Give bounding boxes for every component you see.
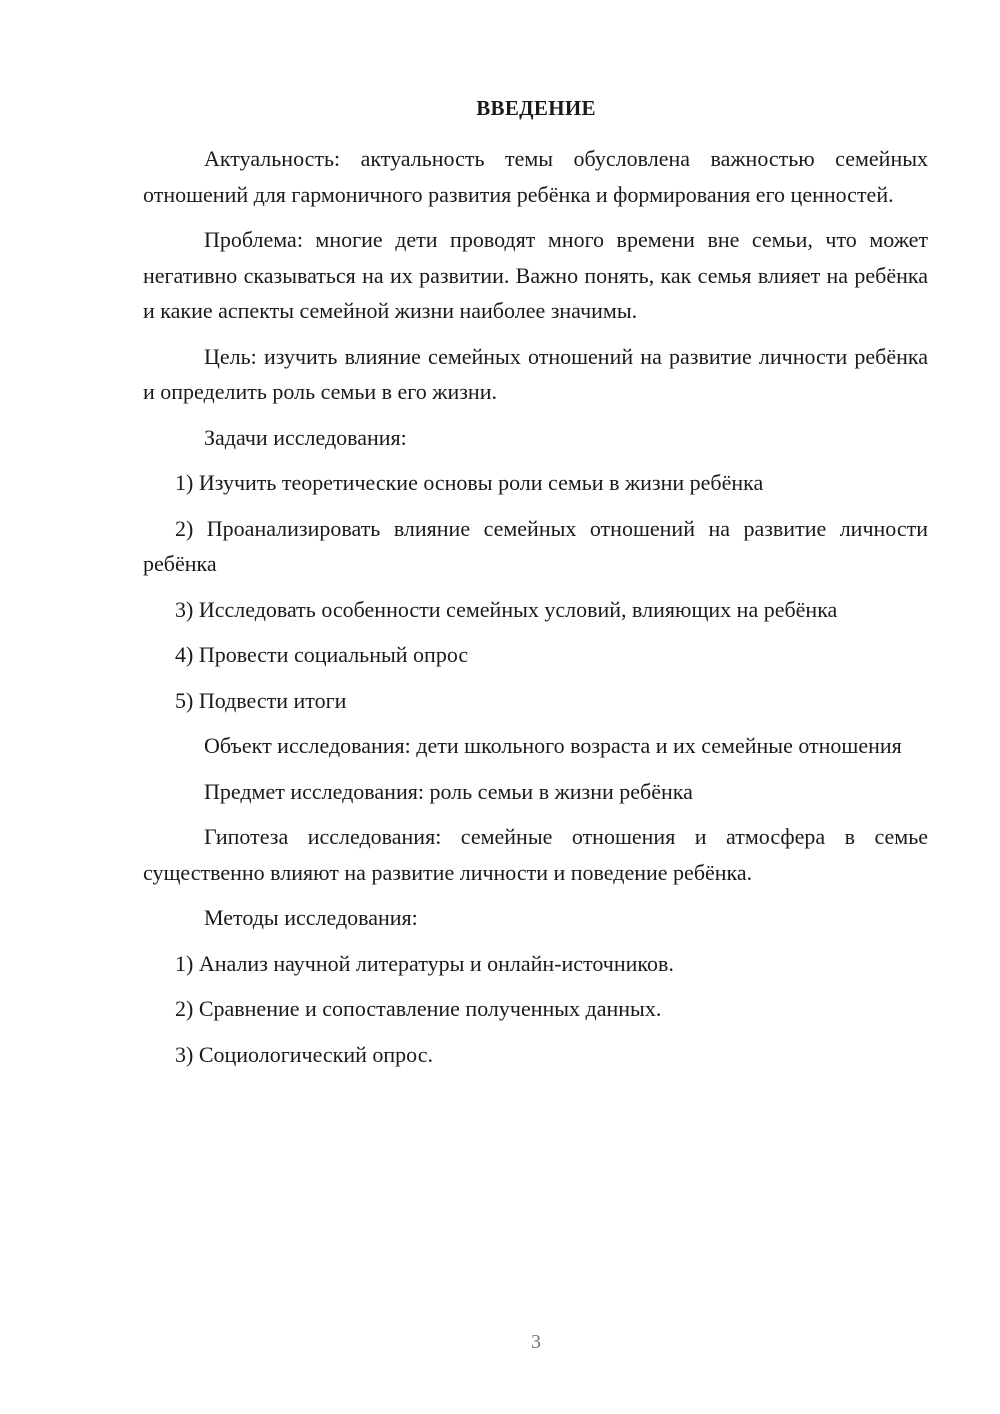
page-number: 3 — [531, 1331, 541, 1353]
paragraph-relevance: Актуальность: актуальность темы обусловлена важностью семейных отношений для гармоничного развития ребёнка и формирования его ценностей. — [143, 146, 928, 207]
task-item: 4) Провести социальный опрос — [175, 642, 469, 667]
paragraph-object: Объект исследования: дети школьного возраста и их семейные отношения — [204, 733, 902, 758]
task-item: 1) Изучить теоретические основы роли семьи в жизни ребёнка — [175, 470, 764, 495]
task-item: 3) Исследовать особенности семейных условий, влияющих на ребёнка — [175, 596, 838, 622]
method-item: 2) Сравнение и сопоставление полученных данных. — [175, 996, 662, 1021]
tasks-heading: Задачи исследования: — [204, 424, 407, 450]
paragraph-hypothesis: Гипотеза исследования: семейные отношения и атмосфера в семье существенно влияют на развитие личности и поведение ребёнка. — [143, 824, 928, 885]
method-item: 3) Социологический опрос. — [175, 1041, 433, 1067]
task-item: 5) Подвести итоги — [175, 687, 347, 713]
method-item: 1) Анализ научной литературы и онлайн-источников. — [175, 950, 674, 976]
task-item: 2) Проанализировать влияние семейных отношений на развитие личности ребёнка — [143, 515, 928, 576]
page-title: ВВЕДЕНИЕ — [476, 96, 596, 120]
document-body — [143, 141, 928, 1082]
paragraph-problem: Проблема: многие дети проводят много времени вне семьи, что может негативно сказываться на их развитии. Важно понять, как семья влияет на ребёнка и какие аспекты семейной жизни наиболее значимы. — [143, 227, 928, 323]
methods-heading: Методы исследования: — [204, 905, 418, 930]
paragraph-subject: Предмет исследования: роль семьи в жизни ребёнка — [204, 778, 693, 804]
paragraph-goal: Цель: изучить влияние семейных отношений на развитие личности ребёнка и определить роль семьи в его жизни. — [143, 343, 928, 404]
